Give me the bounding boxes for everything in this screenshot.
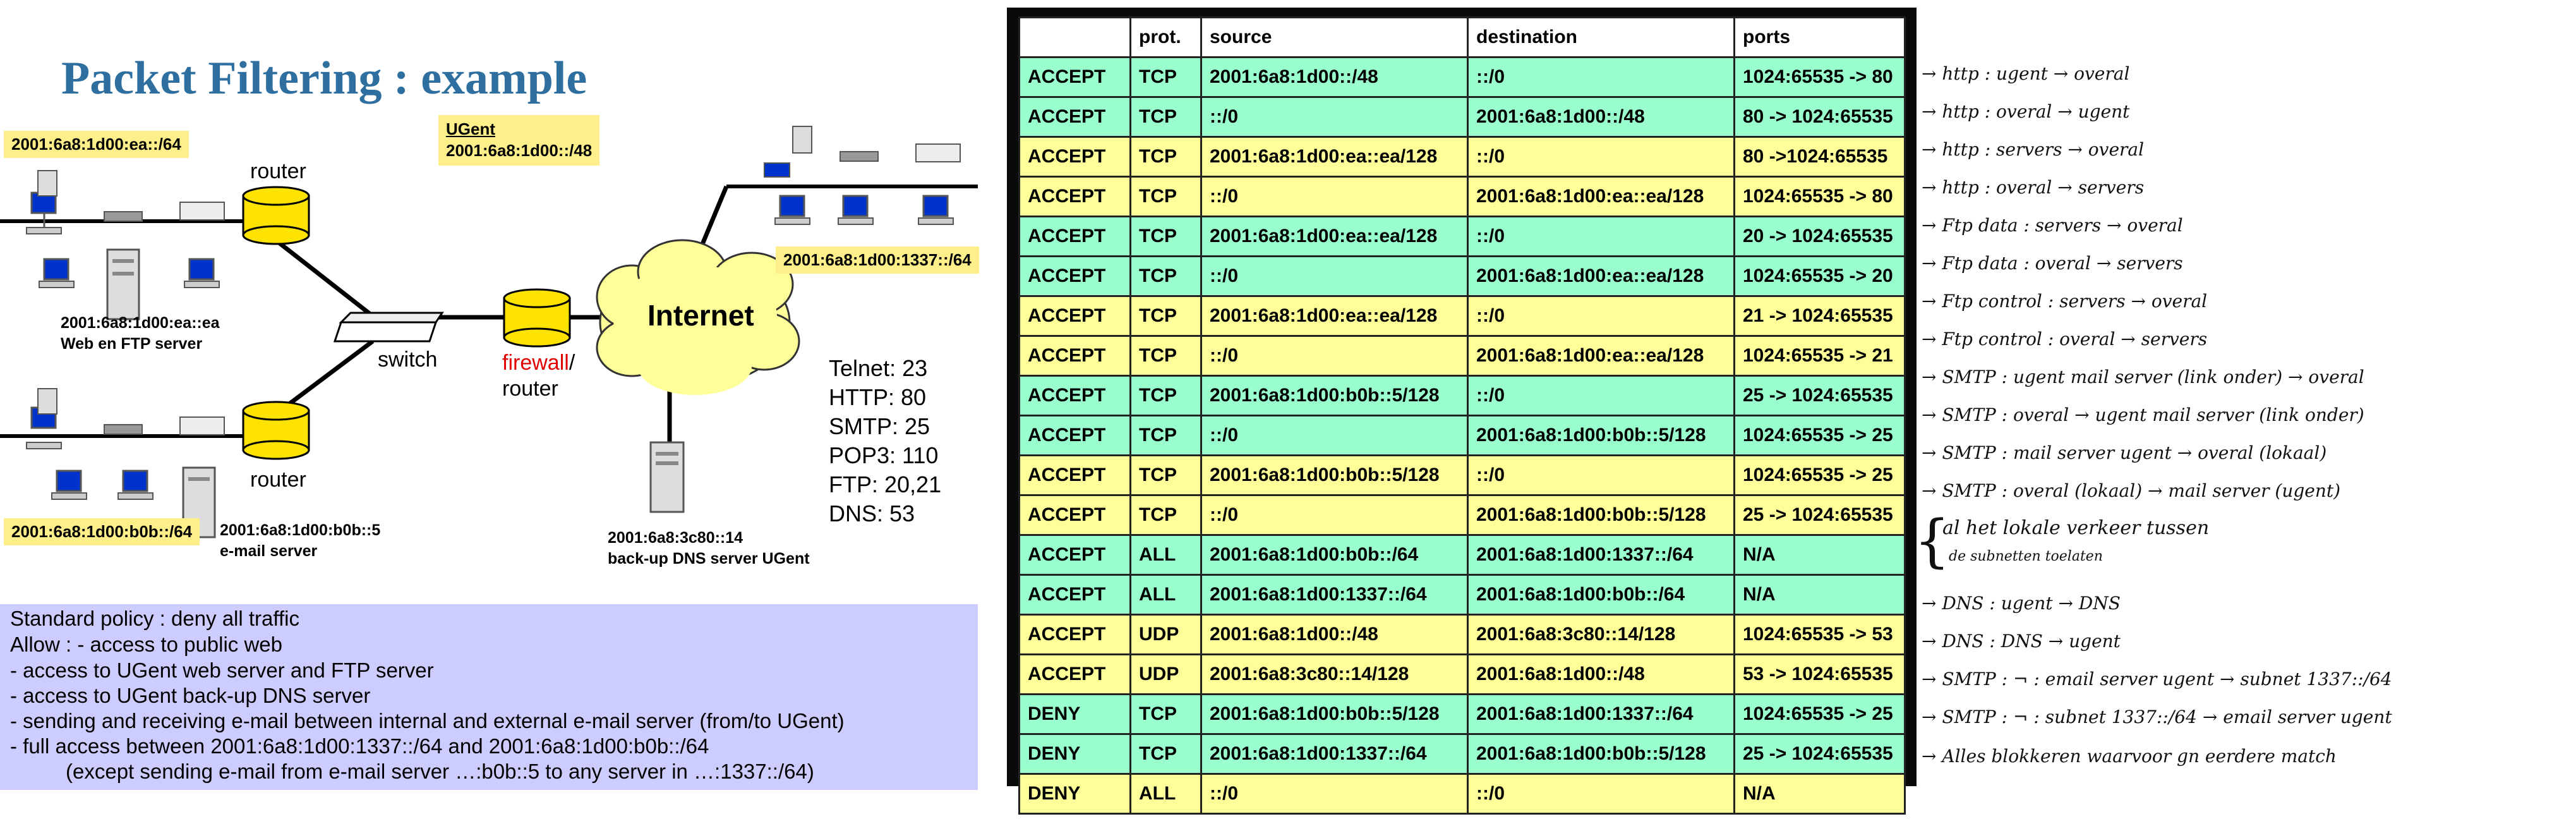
cell-action: ACCEPT — [1020, 535, 1131, 575]
cell-destination: ::/0 — [1468, 456, 1735, 495]
table-row — [1020, 734, 1905, 774]
cell-ports: 25 -> 1024:65535 — [1735, 376, 1905, 416]
table-row — [1020, 535, 1905, 575]
cell-action: ACCEPT — [1020, 655, 1131, 695]
cell-prot: TCP — [1131, 58, 1201, 97]
policy-line: - full access between 2001:6a8:1d00:1337::/64 and 2001:6a8:1d00:b0b::/64 — [10, 734, 709, 758]
policy-line: - sending and receiving e-mail between internal and external e-mail server (from/to UGent) — [10, 709, 845, 732]
cell-action: DENY — [1020, 695, 1131, 734]
cell-source: 2001:6a8:1d00:1337::/64 — [1201, 575, 1468, 615]
port-item: SMTP: 25 — [829, 413, 930, 439]
cell-action: DENY — [1020, 734, 1131, 774]
cell-action: ACCEPT — [1020, 575, 1131, 615]
firewall-word: firewall — [502, 351, 569, 375]
note-line: → SMTP : ugent mail server (link onder) → overal — [1922, 367, 2364, 387]
ugent-label — [438, 115, 599, 166]
column-header: prot. — [1131, 18, 1201, 58]
port-item: Telnet: 23 — [829, 355, 928, 381]
table-row — [1020, 177, 1905, 217]
note-line: → SMTP : overal → ugent mail server (link onder) — [1922, 404, 2364, 425]
cell-source: ::/0 — [1201, 416, 1468, 456]
port-item: HTTP: 80 — [829, 384, 927, 410]
note-line: → Ftp data : overal → servers — [1922, 253, 2183, 274]
firewall-router-word: router — [502, 376, 558, 401]
switch-icon — [335, 313, 442, 341]
note-line: → Alles blokkeren waarvoor gn eerdere match — [1922, 746, 2337, 767]
policy-line: (except sending e-mail from e-mail server …:b0b::5 to any server in …:1337::/64) — [66, 760, 814, 783]
cell-prot: TCP — [1131, 376, 1201, 416]
cell-action: ACCEPT — [1020, 137, 1131, 177]
ugent-label-line2: 2001:6a8:1d00::/48 — [446, 140, 593, 160]
web-server-address: 2001:6a8:1d00:ea::ea — [61, 314, 220, 332]
cell-prot: TCP — [1131, 137, 1201, 177]
cell-action: ACCEPT — [1020, 97, 1131, 137]
firewall-slash: / — [569, 351, 575, 375]
column-header: source — [1201, 18, 1468, 58]
cell-ports: 1024:65535 -> 25 — [1735, 695, 1905, 734]
cell-ports: 20 -> 1024:65535 — [1735, 217, 1905, 257]
cell-prot: TCP — [1131, 177, 1201, 217]
note-line: → http : servers → overal — [1922, 139, 2145, 160]
table-row — [1020, 257, 1905, 296]
table-row — [1020, 97, 1905, 137]
web-server-label — [61, 313, 220, 354]
column-header: destination — [1468, 18, 1735, 58]
cell-source: 2001:6a8:1d00:ea::ea/128 — [1201, 217, 1468, 257]
printer-icon — [38, 171, 224, 221]
note-line: → SMTP : mail server ugent → overal (lokaal) — [1922, 442, 2327, 463]
cell-destination: ::/0 — [1468, 376, 1735, 416]
workstation-icon — [918, 196, 953, 224]
cell-ports: N/A — [1735, 575, 1905, 615]
cell-destination: 2001:6a8:1d00::/48 — [1468, 655, 1735, 695]
table-row — [1020, 376, 1905, 416]
cell-destination: 2001:6a8:1d00:b0b::5/128 — [1468, 734, 1735, 774]
cell-prot: TCP — [1131, 495, 1201, 535]
table-row — [1020, 217, 1905, 257]
policy-line: - access to UGent back-up DNS server — [10, 684, 371, 707]
cell-action: ACCEPT — [1020, 257, 1131, 296]
table-row — [1020, 615, 1905, 655]
cell-ports: 80 -> 1024:65535 — [1735, 97, 1905, 137]
note-line: → Ftp control : servers → overal — [1922, 291, 2208, 312]
note-line: → SMTP : ¬ : subnet 1337::/64 → email server ugent — [1922, 707, 2392, 727]
cell-source: 2001:6a8:1d00:1337::/64 — [1201, 734, 1468, 774]
cell-source: 2001:6a8:1d00:b0b::5/128 — [1201, 376, 1468, 416]
cell-source: ::/0 — [1201, 177, 1468, 217]
table-row — [1020, 495, 1905, 535]
cell-ports: 1024:65535 -> 25 — [1735, 456, 1905, 495]
cell-prot: UDP — [1131, 655, 1201, 695]
table-row — [1020, 336, 1905, 376]
policy-line: - access to UGent web server and FTP server — [10, 659, 434, 682]
cell-action: ACCEPT — [1020, 615, 1131, 655]
slide — [0, 25, 978, 783]
cell-action: ACCEPT — [1020, 217, 1131, 257]
column-header — [1020, 18, 1131, 58]
cell-destination: ::/0 — [1468, 217, 1735, 257]
port-list — [829, 354, 941, 528]
cell-destination: 2001:6a8:1d00:b0b::5/128 — [1468, 495, 1735, 535]
cell-ports: 25 -> 1024:65535 — [1735, 495, 1905, 535]
cell-prot: TCP — [1131, 695, 1201, 734]
firewall-label — [502, 350, 575, 402]
cell-destination: 2001:6a8:1d00:ea::ea/128 — [1468, 257, 1735, 296]
cell-source: 2001:6a8:1d00:b0b::5/128 — [1201, 456, 1468, 495]
note-line: al het lokale verkeer tussen — [1942, 517, 2210, 539]
note-line: → http : overal → ugent — [1922, 101, 2130, 122]
ugent-label-line1: UGent — [446, 119, 495, 138]
table-row — [1020, 456, 1905, 495]
cell-prot: TCP — [1131, 336, 1201, 376]
cell-ports: 80 ->1024:65535 — [1735, 137, 1905, 177]
cell-destination: ::/0 — [1468, 774, 1735, 814]
cell-action: ACCEPT — [1020, 336, 1131, 376]
note-line: → http : ugent → overal — [1922, 63, 2130, 84]
cell-action: DENY — [1020, 774, 1131, 814]
table-header-row — [1020, 18, 1905, 58]
rules-table — [1018, 16, 1906, 815]
cell-action: ACCEPT — [1020, 296, 1131, 336]
dns-server-label — [608, 528, 810, 569]
cell-destination: 2001:6a8:3c80::14/128 — [1468, 615, 1735, 655]
note-line: → DNS : DNS → ugent — [1922, 631, 2121, 652]
cell-source: ::/0 — [1201, 257, 1468, 296]
cell-ports: N/A — [1735, 535, 1905, 575]
cell-ports: 1024:65535 -> 53 — [1735, 615, 1905, 655]
cell-source: 2001:6a8:1d00::/48 — [1201, 58, 1468, 97]
cell-action: ACCEPT — [1020, 58, 1131, 97]
subnet-label-right: 2001:6a8:1d00:1337::/64 — [776, 246, 979, 274]
rules-table-body — [1020, 58, 1905, 814]
cell-ports: 21 -> 1024:65535 — [1735, 296, 1905, 336]
table-row — [1020, 137, 1905, 177]
cell-prot: ALL — [1131, 575, 1201, 615]
printer-icon — [764, 126, 960, 177]
cell-destination: ::/0 — [1468, 137, 1735, 177]
cell-ports: 1024:65535 -> 25 — [1735, 416, 1905, 456]
port-item: DNS: 53 — [829, 501, 915, 526]
cell-source: 2001:6a8:1d00:ea::ea/128 — [1201, 296, 1468, 336]
cell-destination: 2001:6a8:1d00:1337::/64 — [1468, 535, 1735, 575]
dns-server-name: back-up DNS server UGent — [608, 549, 810, 568]
workstation-icon — [118, 471, 153, 499]
cell-prot: TCP — [1131, 97, 1201, 137]
cell-source: 2001:6a8:1d00:b0b::5/128 — [1201, 695, 1468, 734]
cell-ports: 1024:65535 -> 80 — [1735, 177, 1905, 217]
cell-source: 2001:6a8:1d00:b0b::/64 — [1201, 535, 1468, 575]
note-line: → Ftp data : servers → overal — [1922, 215, 2183, 236]
cell-prot: TCP — [1131, 217, 1201, 257]
email-server-name: e-mail server — [220, 542, 318, 560]
firewall-router-icon — [504, 289, 570, 346]
cell-prot: ALL — [1131, 535, 1201, 575]
router-bottom-icon — [243, 402, 309, 459]
internet-label: Internet — [647, 299, 754, 332]
cell-action: ACCEPT — [1020, 495, 1131, 535]
cell-source: ::/0 — [1201, 97, 1468, 137]
table-row — [1020, 774, 1905, 814]
cell-destination: 2001:6a8:1d00:b0b::/64 — [1468, 575, 1735, 615]
table-row — [1020, 695, 1905, 734]
workstation-icon — [838, 196, 873, 224]
cell-prot: TCP — [1131, 456, 1201, 495]
router-label-bottom: router — [250, 468, 306, 492]
policy-line: Allow : - access to public web — [10, 633, 283, 656]
column-header: ports — [1735, 18, 1905, 58]
web-server-name: Web en FTP server — [61, 334, 203, 353]
cell-source: 2001:6a8:1d00::/48 — [1201, 615, 1468, 655]
cell-source: ::/0 — [1201, 495, 1468, 535]
cell-prot: TCP — [1131, 734, 1201, 774]
cell-action: ACCEPT — [1020, 416, 1131, 456]
brace-icon: { — [1914, 508, 1951, 574]
cell-destination: ::/0 — [1468, 58, 1735, 97]
cell-source: ::/0 — [1201, 774, 1468, 814]
cell-action: ACCEPT — [1020, 456, 1131, 495]
note-line: → DNS : ugent → DNS — [1922, 593, 2121, 614]
cell-action: ACCEPT — [1020, 177, 1131, 217]
cell-prot: TCP — [1131, 296, 1201, 336]
port-item: POP3: 110 — [829, 442, 939, 468]
table-row — [1020, 296, 1905, 336]
workstation-icon — [184, 259, 219, 288]
workstation-icon — [775, 196, 810, 224]
cell-source: 2001:6a8:3c80::14/128 — [1201, 655, 1468, 695]
policy-box — [0, 604, 978, 790]
slide-title: Packet Filtering : example — [61, 52, 587, 104]
note-line: → http : overal → servers — [1922, 177, 2145, 198]
cell-destination: 2001:6a8:1d00::/48 — [1468, 97, 1735, 137]
workstation-icon — [39, 259, 74, 288]
subnet-label-top-left: 2001:6a8:1d00:ea::/64 — [4, 131, 189, 158]
server-icon — [107, 250, 139, 319]
table-row — [1020, 575, 1905, 615]
note-line: de subnetten toelaten — [1949, 549, 2103, 564]
note-line: → SMTP : ¬ : email server ugent → subnet 1337::/64 — [1922, 669, 2392, 689]
cell-action: ACCEPT — [1020, 376, 1131, 416]
cell-destination: 2001:6a8:1d00:1337::/64 — [1468, 695, 1735, 734]
table-row — [1020, 58, 1905, 97]
router-top-icon — [243, 187, 309, 244]
switch-label: switch — [378, 348, 438, 372]
port-item: FTP: 20,21 — [829, 471, 942, 497]
cell-ports: 1024:65535 -> 21 — [1735, 336, 1905, 376]
email-server-label — [220, 520, 380, 561]
rules-table-frame — [1007, 8, 1917, 804]
workstation-icon — [27, 193, 61, 234]
subnet-label-bottom-left: 2001:6a8:1d00:b0b::/64 — [4, 518, 200, 545]
policy-line: Standard policy : deny all traffic — [10, 607, 299, 630]
workstation-icon — [52, 471, 87, 499]
cell-ports: 25 -> 1024:65535 — [1735, 734, 1905, 774]
dns-server-icon — [651, 442, 683, 512]
cell-destination: 2001:6a8:1d00:ea::ea/128 — [1468, 177, 1735, 217]
router-label-top: router — [250, 159, 306, 183]
cell-destination: 2001:6a8:1d00:ea::ea/128 — [1468, 336, 1735, 376]
cell-destination: 2001:6a8:1d00:b0b::5/128 — [1468, 416, 1735, 456]
cell-prot: TCP — [1131, 416, 1201, 456]
table-row — [1020, 655, 1905, 695]
note-line: → Ftp control : overal → servers — [1922, 329, 2208, 349]
cell-prot: TCP — [1131, 257, 1201, 296]
cell-ports: 1024:65535 -> 80 — [1735, 58, 1905, 97]
cell-ports: 1024:65535 -> 20 — [1735, 257, 1905, 296]
cell-ports: N/A — [1735, 774, 1905, 814]
dns-server-address: 2001:6a8:3c80::14 — [608, 529, 743, 547]
table-row — [1020, 416, 1905, 456]
cell-prot: UDP — [1131, 615, 1201, 655]
printer-icon — [38, 389, 224, 435]
cell-source: ::/0 — [1201, 336, 1468, 376]
cell-source: 2001:6a8:1d00:ea::ea/128 — [1201, 137, 1468, 177]
cell-destination: ::/0 — [1468, 296, 1735, 336]
cell-ports: 53 -> 1024:65535 — [1735, 655, 1905, 695]
email-server-address: 2001:6a8:1d00:b0b::5 — [220, 521, 381, 539]
note-line: → SMTP : overal (lokaal) → mail server (ugent) — [1922, 480, 2341, 501]
cell-prot: ALL — [1131, 774, 1201, 814]
